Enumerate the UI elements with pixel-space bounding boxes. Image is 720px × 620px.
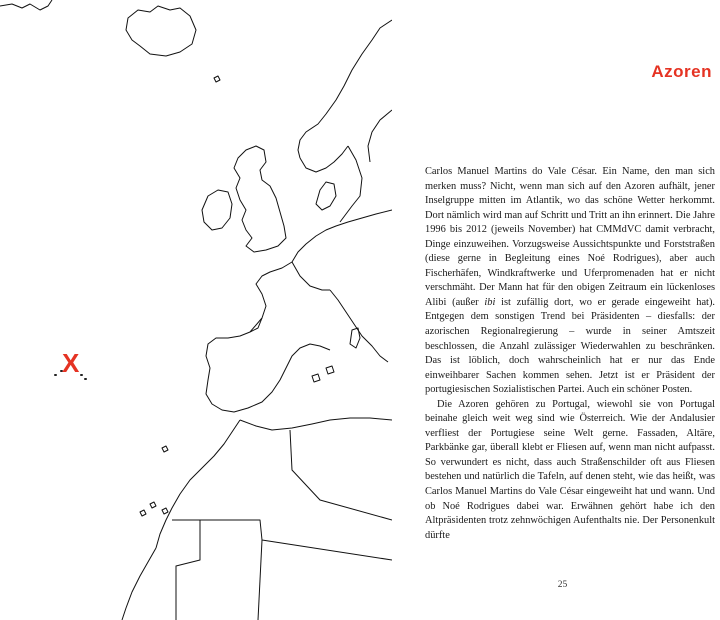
iberia-outline (206, 332, 330, 412)
paragraph-2: Die Azoren gehören zu Portugal, wiewohl sie von Portugal beinahe gleich weit weg sind wie Österreich. Wie der Andalusier verfliest der Portugiese seine Welt gerne. Fassaden, Altäre, Parkbänke gar, überall klebt er Fliesen auf, wenn man nicht aufpasst. So verwundert es nicht, dass auch Straßenschilder oft aus Fliesen bestehen und natürlich die Tafeln, auf denen steht, wie das heißt, was Carlos Manuel Martins do Vale César eingeweiht hat und wann. Und ob Noé Rodrigues dabei war. Erwähnen gehört habe ich den Altpräsidenten trotz zehnwöchigen Aufenthalts nie. Der Personenkult dürfte (425, 398, 715, 541)
continent-coast (250, 210, 392, 332)
page-number: 25 (557, 580, 568, 590)
morocco-coast (156, 420, 240, 548)
paragraph-1-italic: ibi (484, 296, 496, 308)
norway-south-coast (300, 146, 348, 172)
body-text (425, 165, 715, 543)
azores-marker-icon: X (62, 348, 80, 378)
paragraph-1 (425, 165, 715, 398)
paragraph-1-text-a: Carlos Manuel Martins do Vale César. Ein Name, den man sich merken muss? Nicht, wenn man sich auf den Azoren aufhält, jener Inselgruppe mitten im Atlantik, wo das schöne Wetter herkommt. Dort nämlich wird man auf Schritt und Tritt an ihn erinnert. Die Jahre 1996 bis 2012 (jeweils November) hat CMMdVC damit verbracht, Dinge einzuweihen. Vorzugsweise Aussichtspunkte und Forststraßen (diese gerne in Begleitung eines Noé Rodrigues), aber auch Fischerhäfen, Windkraftwerke und Uferpromenaden hat er nicht verschmäht. Der Mann hat für den obigen Zeitraum ein lückenloses Alibi (außer (425, 166, 716, 308)
text-page (405, 0, 720, 620)
iceland-outline (126, 6, 196, 56)
africa-north-coast (240, 418, 392, 430)
paragraph-1-text-b: ist zufällig dort, wo er gerade eingeweiht hat). Entgegen dem sonstigen Trend bei Präsidenten – diesfalls: der azorischen Regionalregierung – wurde in seiner Amtszeit beschlossen, die Anzahl zulässiger Wiederwahlen zu beschränken. Das ist löblich, doch wahrscheinlich hat er nur das Ende einweihbarer Sachen kommen sehen. Jetzt ist er Präsident der portugiesischen Sozialistischen Partei. Auch ein schöner Posten. (425, 296, 716, 396)
britain-outline (234, 146, 286, 252)
ireland-outline (202, 190, 232, 230)
chapter-title: Azoren (651, 62, 712, 81)
